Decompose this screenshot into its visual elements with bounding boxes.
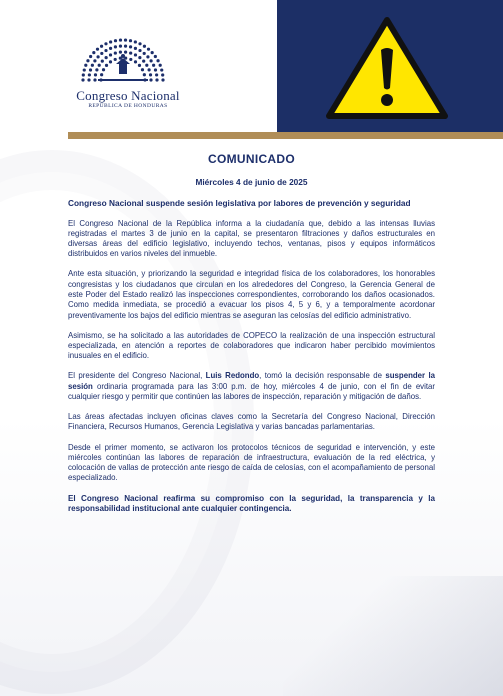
alert-panel	[277, 0, 503, 133]
paragraph-5: Las áreas afectadas incluyen oficinas claves como la Secretaría del Congreso Nacional, Dirección Financiera, Recursos Humanos, Gerencia Legislativa y varias bancadas parlamentarias.	[68, 412, 435, 432]
org-subtitle: REPÚBLICA DE HONDURAS	[88, 103, 168, 109]
p4-text-e: ordinaria programada para las 3:00 p.m. de hoy, miércoles 4 de junio, con el fin de evitar cualquier riesgo y permitir que continúen las labores de inspección, reparación y mitigación de daños.	[68, 381, 435, 402]
paragraph-4	[68, 371, 435, 402]
warning-triangle-icon	[321, 12, 453, 124]
paragraph-1: El Congreso Nacional de la República informa a la ciudadanía que, debido a las intensas lluvias registradas el martes 3 de junio en la capital, se presentaron filtraciones y daños estructurales en diversas áreas del edificio legislativo, incluyendo techos, ventanas, pisos y equipos informáticos distribuidos en varios niveles del inmueble.	[68, 218, 435, 259]
paragraph-3: Asimismo, se ha solicitado a las autoridades de COPECO la realización de una inspección estructural especializada, en atención a reportes de colaboradores que indicaron haber percibido movimientos inusuales en el edificio.	[68, 330, 435, 361]
document-date: Miércoles 4 de junio de 2025	[195, 177, 308, 187]
paragraph-2: Ante esta situación, y priorizando la seguridad e integridad física de los colaboradores, los honorables congresistas y los ciudadanos que circulan en los alrededores del Congreso, la Gerencia General de este Poder del Estado realizó las inspecciones correspondientes, corroborando los daños ocasionados. Como medida inmediata, se procedió a evacuar los pisos 4, 5 y 6, y a temporalmente acordonar preventivamente los bajos del edificio mientras se aseguran las celosías del edificio administrativo.	[68, 269, 435, 320]
paragraph-6: Desde el primer momento, se activaron los protocolos técnicos de seguridad e intervención, y este miércoles continúan las labores de reparación de infraestructura, evaluación de la red eléctrica, y colocación de vallas de protección ante riesgo de caída de celosías, con el acompañamiento de personal especializado.	[68, 442, 435, 483]
closing-statement: El Congreso Nacional reafirma su compromiso con la seguridad, la transparencia y la responsabilidad institucional ante cualquier contingencia.	[68, 493, 435, 514]
suspension-phrase: suspender la sesión	[68, 371, 435, 391]
document-title: COMUNICADO	[208, 152, 295, 166]
p4-text-c: , tomó la decisión responsable de	[259, 371, 386, 381]
document-subtitle: Congreso Nacional suspende sesión legislativa por labores de prevención y seguridad	[68, 198, 411, 208]
corner-shade	[283, 576, 503, 696]
p4-text-a: El presidente del Congreso Nacional,	[68, 371, 206, 381]
org-name: Congreso Nacional	[76, 88, 180, 103]
header-divider	[68, 132, 503, 139]
communique-body	[68, 152, 435, 515]
president-name: Luis Redondo	[205, 371, 260, 381]
